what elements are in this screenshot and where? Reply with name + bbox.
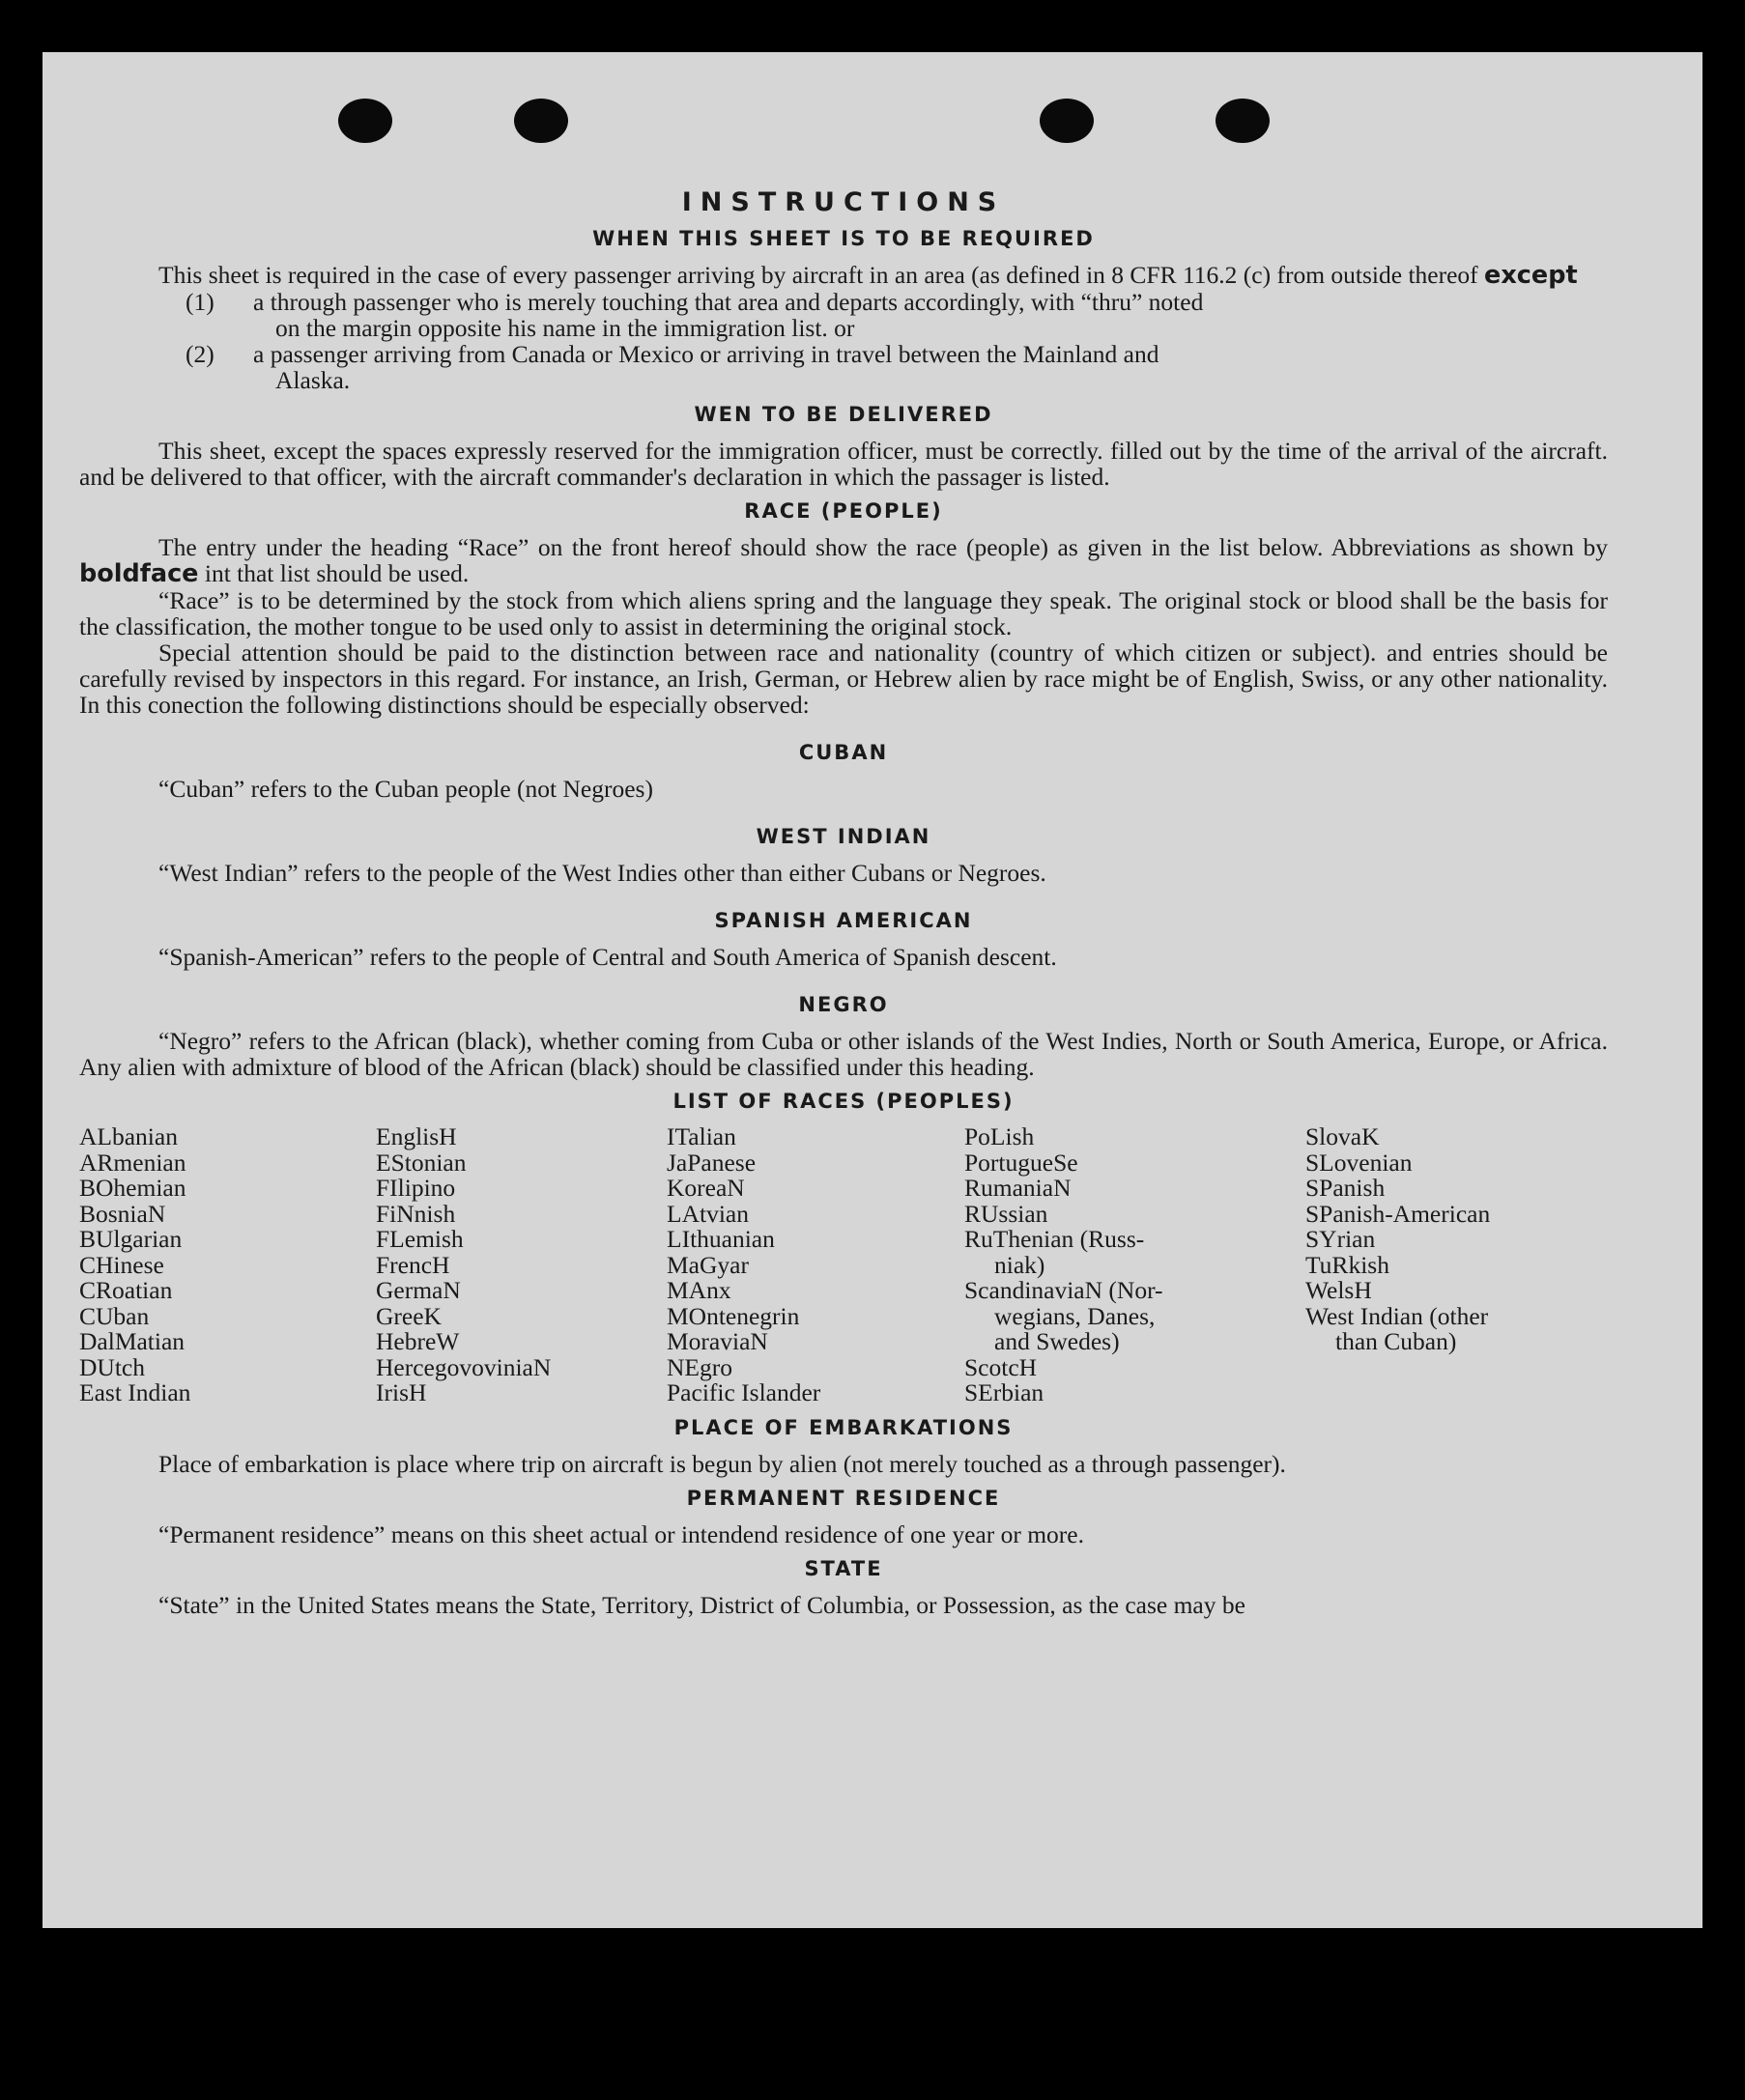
document-sheet xyxy=(43,52,1702,1928)
section-heading-list-of-races: LIST OF RACES (PEOPLES) xyxy=(672,1090,1015,1113)
required-paragraph: This sheet is required in the case of every passenger arriving by aircraft in an area (as defined in 8 CFR 116.2 (c) from outside thereof except xyxy=(158,261,1578,290)
race-item: ALbanian xyxy=(79,1122,178,1150)
delivered-paragraph: This sheet, except the spaces expressly reserved for the immigration officer, must be correctly. filled out by the time of the arrival of the aircraft. and be delivered to that officer, with the aircraft commander's declaration in which the passager is listed. xyxy=(79,437,1608,491)
section-heading-state: STATE xyxy=(804,1556,883,1580)
race-item: HebreW xyxy=(376,1327,460,1355)
race-paragraph-1: The entry under the heading “Race” on the front hereof should show the race (people) as given in the list below. Abbreviations as shown by boldface int that list should be used. xyxy=(79,533,1608,588)
race-item: RuThenian (Russ- xyxy=(964,1225,1145,1253)
race-item: PortugueSe xyxy=(964,1148,1078,1177)
race-item: ScandinaviaN (Nor- xyxy=(964,1276,1163,1304)
races-column-2 xyxy=(376,1124,667,1406)
punch-hole xyxy=(1216,99,1270,143)
page-title: INSTRUCTIONS xyxy=(681,187,1006,217)
races-column-5 xyxy=(1305,1124,1608,1406)
section-heading-permanent-residence: PERMANENT RESIDENCE xyxy=(686,1486,1001,1510)
section-heading-delivered: WEN TO BE DELIVERED xyxy=(694,403,993,426)
race-item: SPanish xyxy=(1305,1174,1386,1202)
race-item: niak) xyxy=(994,1250,1045,1279)
race-item: EnglisH xyxy=(376,1122,457,1150)
race-item: FrencH xyxy=(376,1250,450,1279)
race-item: KoreaN xyxy=(667,1174,745,1202)
section-heading-negro: NEGRO xyxy=(798,993,889,1016)
document-body xyxy=(79,187,1608,1618)
punch-hole xyxy=(1040,99,1094,143)
section-heading-spanish-american: SPANISH AMERICAN xyxy=(714,909,973,932)
section-heading-required: WHEN THIS SHEET IS TO BE REQUIRED xyxy=(592,227,1095,250)
race-item: SLovenian xyxy=(1305,1148,1413,1177)
race-item: and Swedes) xyxy=(994,1327,1120,1355)
race-item: GermaN xyxy=(376,1276,461,1304)
race-item: CUban xyxy=(79,1301,150,1330)
race-item: FIlipino xyxy=(376,1174,456,1202)
race-item: GreeK xyxy=(376,1301,442,1330)
race-item: DUtch xyxy=(79,1352,145,1381)
cuban-paragraph: “Cuban” refers to the Cuban people (not Negroes) xyxy=(158,775,653,803)
race-item: DalMatian xyxy=(79,1327,186,1355)
west-indian-paragraph: “West Indian” refers to the people of the West Indies other than either Cubans or Negroes. xyxy=(158,859,1046,887)
permanent-residence-paragraph: “Permanent residence” means on this sheet actual or intendend residence of one year or more. xyxy=(158,1519,1084,1548)
race-item: MaGyar xyxy=(667,1250,749,1279)
race-item: SErbian xyxy=(964,1378,1044,1406)
race-item: HercegovoviniaN xyxy=(376,1352,552,1381)
races-column-1 xyxy=(79,1124,376,1406)
race-item: FLemish xyxy=(376,1225,464,1253)
race-item: than Cuban) xyxy=(1335,1327,1457,1355)
race-item: TuRkish xyxy=(1305,1250,1389,1279)
race-item: SYrian xyxy=(1305,1225,1376,1253)
race-item: CHinese xyxy=(79,1250,164,1279)
punch-hole xyxy=(338,99,392,143)
race-item: ITalian xyxy=(667,1122,736,1150)
race-item: wegians, Danes, xyxy=(994,1301,1156,1330)
race-item: MAnx xyxy=(667,1276,731,1304)
race-item: PoLish xyxy=(964,1122,1035,1150)
race-item: BosniaN xyxy=(79,1199,166,1228)
race-item: JaPanese xyxy=(667,1148,757,1177)
race-item: IrisH xyxy=(376,1378,427,1406)
race-item: ARmenian xyxy=(79,1148,186,1177)
spanish-american-paragraph: “Spanish-American” refers to the people of Central and South America of Spanish descent. xyxy=(158,943,1057,971)
race-item: LIthuanian xyxy=(667,1225,775,1253)
race-item: CRoatian xyxy=(79,1276,173,1304)
race-item: EStonian xyxy=(376,1148,467,1177)
section-heading-embarkation: PLACE OF EMBARKATIONS xyxy=(673,1415,1014,1439)
races-list xyxy=(79,1124,1608,1406)
race-item: NEgro xyxy=(667,1352,732,1381)
section-heading-race: RACE (PEOPLE) xyxy=(744,499,943,523)
punch-hole xyxy=(514,99,568,143)
race-item: Pacific Islander xyxy=(667,1378,821,1406)
race-item: East Indian xyxy=(79,1378,191,1406)
race-item: MOntenegrin xyxy=(667,1301,800,1330)
exception-item-2: (2) a passenger arriving from Canada or Mexico or arriving in travel between the Mainland and Alaska. xyxy=(186,340,1159,394)
race-item: BUlgarian xyxy=(79,1225,183,1253)
race-paragraph-3: Special attention should be paid to the distinction between race and nationality (country of which citizen or subject). and entries should be carefully revised by inspectors in this regard. For instance, an Irish, German, or Hebrew alien by race might be of English, Swiss, or any other nationality. In this conection the following distinctions should be especially observed: xyxy=(79,639,1608,719)
embarkation-paragraph: Place of embarkation is place where trip on aircraft is begun by alien (not merely touched as a through passenger). xyxy=(158,1449,1286,1478)
race-item: FiNnish xyxy=(376,1199,456,1228)
section-heading-cuban: CUBAN xyxy=(798,741,889,764)
exception-item-1: (1) a through passenger who is merely touching that area and departs accordingly, with “thru” noted on the margin opposite his name in the immigration list. or xyxy=(186,288,1204,342)
race-item: RUssian xyxy=(964,1199,1048,1228)
race-item: SPanish-American xyxy=(1305,1199,1491,1228)
race-item: ScotcH xyxy=(964,1352,1038,1381)
races-column-4 xyxy=(964,1124,1305,1406)
race-item: MoraviaN xyxy=(667,1327,768,1355)
races-column-3 xyxy=(667,1124,964,1406)
negro-paragraph: “Negro” refers to the African (black), whether coming from Cuba or other islands of the West Indies, North or South America, Europe, or Africa. Any alien with admixture of blood of the African (black) should be classified under this heading. xyxy=(79,1027,1608,1081)
race-item: RumaniaN xyxy=(964,1174,1072,1202)
race-item: WelsH xyxy=(1305,1276,1372,1304)
state-paragraph: “State” in the United States means the State, Territory, District of Columbia, or Possession, as the case may be xyxy=(158,1590,1245,1619)
race-item: West Indian (other xyxy=(1305,1301,1489,1330)
race-item: SlovaK xyxy=(1305,1122,1380,1150)
race-item: LAtvian xyxy=(667,1199,749,1228)
section-heading-west-indian: WEST INDIAN xyxy=(756,825,931,848)
race-item: BOhemian xyxy=(79,1174,186,1202)
race-paragraph-2: “Race” is to be determined by the stock from which aliens spring and the language they speak. The original stock or blood shall be the basis for the classification, the mother tongue to be used only to assist in determining the original stock. xyxy=(79,586,1608,640)
